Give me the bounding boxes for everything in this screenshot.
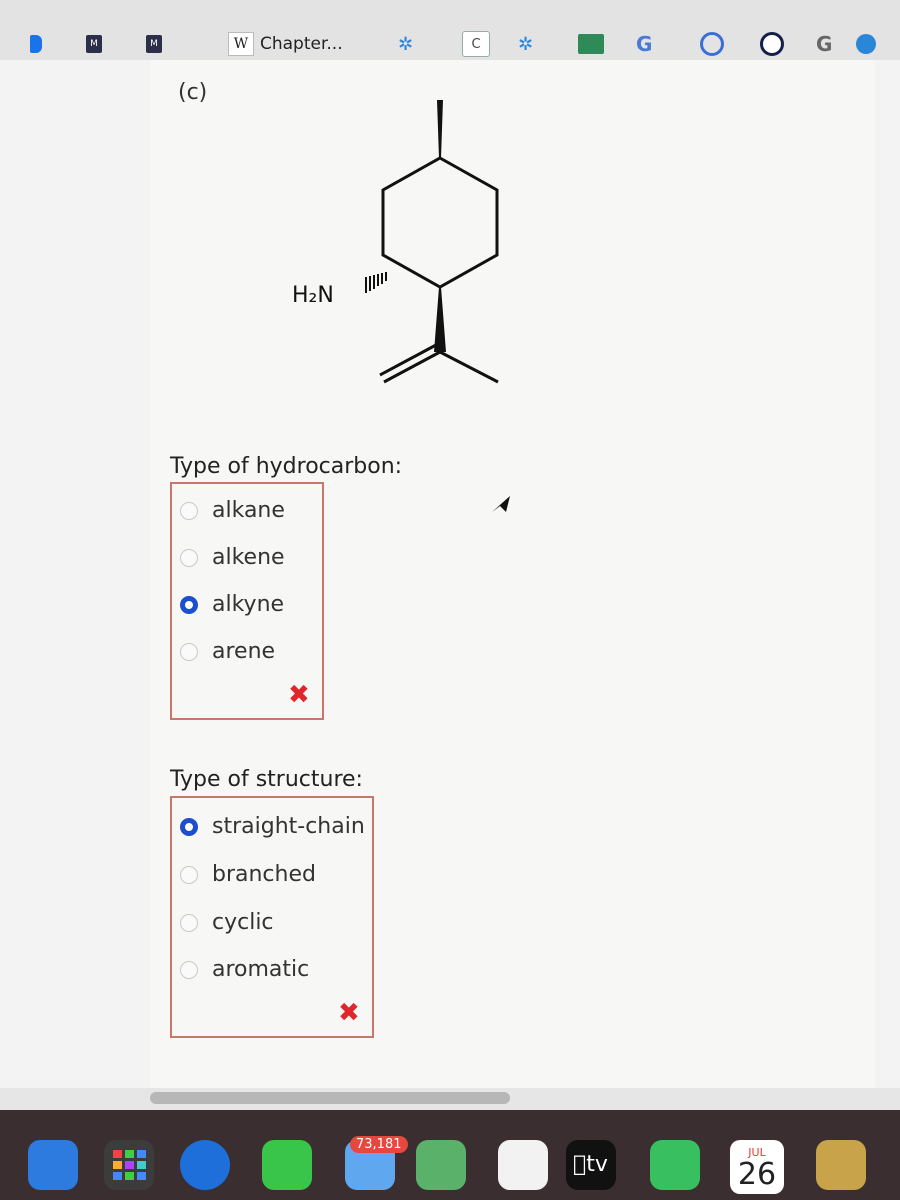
messages-icon[interactable] [262,1140,312,1190]
part-label: (c) [178,80,208,105]
bookmark-chapter[interactable] [228,30,343,58]
radio-branched[interactable] [180,866,198,884]
bookmark-g1[interactable] [636,30,652,58]
option-label: branched [212,862,316,887]
option-arene[interactable] [180,639,275,664]
amine-label: H₂N [292,283,334,308]
bookmark-c[interactable] [462,30,490,58]
bookmark-icon[interactable] [30,30,42,58]
bookmark-forms[interactable] [578,30,604,58]
forms-icon [578,34,604,54]
m-logo-icon: M [146,35,162,53]
option-alkene[interactable] [180,545,285,570]
calendar-icon[interactable] [730,1140,784,1194]
google-icon: G [816,32,833,56]
bookmark-ring[interactable] [700,30,724,58]
sparkle-icon: ✲ [518,33,534,55]
incorrect-icon: ✖ [338,998,360,1028]
option-label: straight-chain [212,814,365,839]
finder-icon[interactable] [28,1140,78,1190]
cyclohexane-ring [383,158,497,287]
blue-bookmark-icon [30,35,42,53]
hydrocarbon-choices [170,482,324,720]
bookmark-chapter-label: Chapter... [260,34,343,54]
sparkle-icon: ✲ [398,33,414,55]
calendar-day: 26 [737,1157,777,1192]
bookmark-more[interactable] [856,30,876,58]
option-label: alkane [212,498,285,523]
radio-straight-chain-selected[interactable] [180,818,198,836]
molecule-structure [280,90,540,410]
radio-aromatic[interactable] [180,961,198,979]
w-icon: W [228,32,254,56]
option-aromatic[interactable] [180,957,309,982]
option-label: aromatic [212,957,310,982]
facetime-icon[interactable] [650,1140,700,1190]
hydrocarbon-question: Type of hydrocarbon: [170,454,403,479]
c-icon: C [462,31,490,57]
methyl-bond [440,352,498,382]
wedge-bond-bottom [434,287,446,352]
radio-alkene[interactable] [180,549,198,567]
option-label: arene [212,639,276,664]
contacts-icon[interactable] [816,1140,866,1190]
option-straight-chain[interactable] [180,814,365,839]
structure-choices [170,796,374,1038]
ring-icon [700,32,724,56]
option-label: alkyne [212,592,285,617]
safari-icon[interactable] [180,1140,230,1190]
circle-icon [760,32,784,56]
incorrect-icon: ✖ [288,680,310,710]
google-icon: G [636,32,653,56]
bookmark-dot[interactable] [760,30,784,58]
launchpad-grid-icon [104,1140,154,1190]
bookmark-sparkle-1[interactable] [398,30,413,58]
radio-alkyne-selected[interactable] [180,596,198,614]
launchpad-icon[interactable] [104,1140,154,1190]
mouse-cursor-icon [488,492,514,518]
option-cyclic[interactable] [180,910,274,935]
option-label: cyclic [212,910,274,935]
horizontal-scrollbar[interactable] [150,1092,510,1104]
option-label: alkene [212,545,285,570]
structure-question: Type of structure: [170,767,363,792]
bookmark-m2[interactable] [146,30,162,58]
radio-cyclic[interactable] [180,914,198,932]
radio-arene[interactable] [180,643,198,661]
option-alkane[interactable] [180,498,285,523]
m-logo-icon: M [86,35,102,53]
bookmark-m1[interactable] [86,30,102,58]
hashed-bond [366,272,386,293]
apple-tv-label: tv [573,1152,595,1177]
radio-alkane[interactable] [180,502,198,520]
mail-badge: 73,181 [350,1136,408,1153]
option-alkyne[interactable] [180,592,284,617]
option-branched[interactable] [180,862,316,887]
maps-icon[interactable] [416,1140,466,1190]
bookmark-sparkle-2[interactable] [518,30,533,58]
calendar-month: JUL [748,1146,766,1159]
wedge-bond-top [437,100,443,158]
bookmark-g2[interactable] [816,30,832,58]
upload-icon [856,34,876,54]
photos-icon[interactable] [498,1140,548,1190]
